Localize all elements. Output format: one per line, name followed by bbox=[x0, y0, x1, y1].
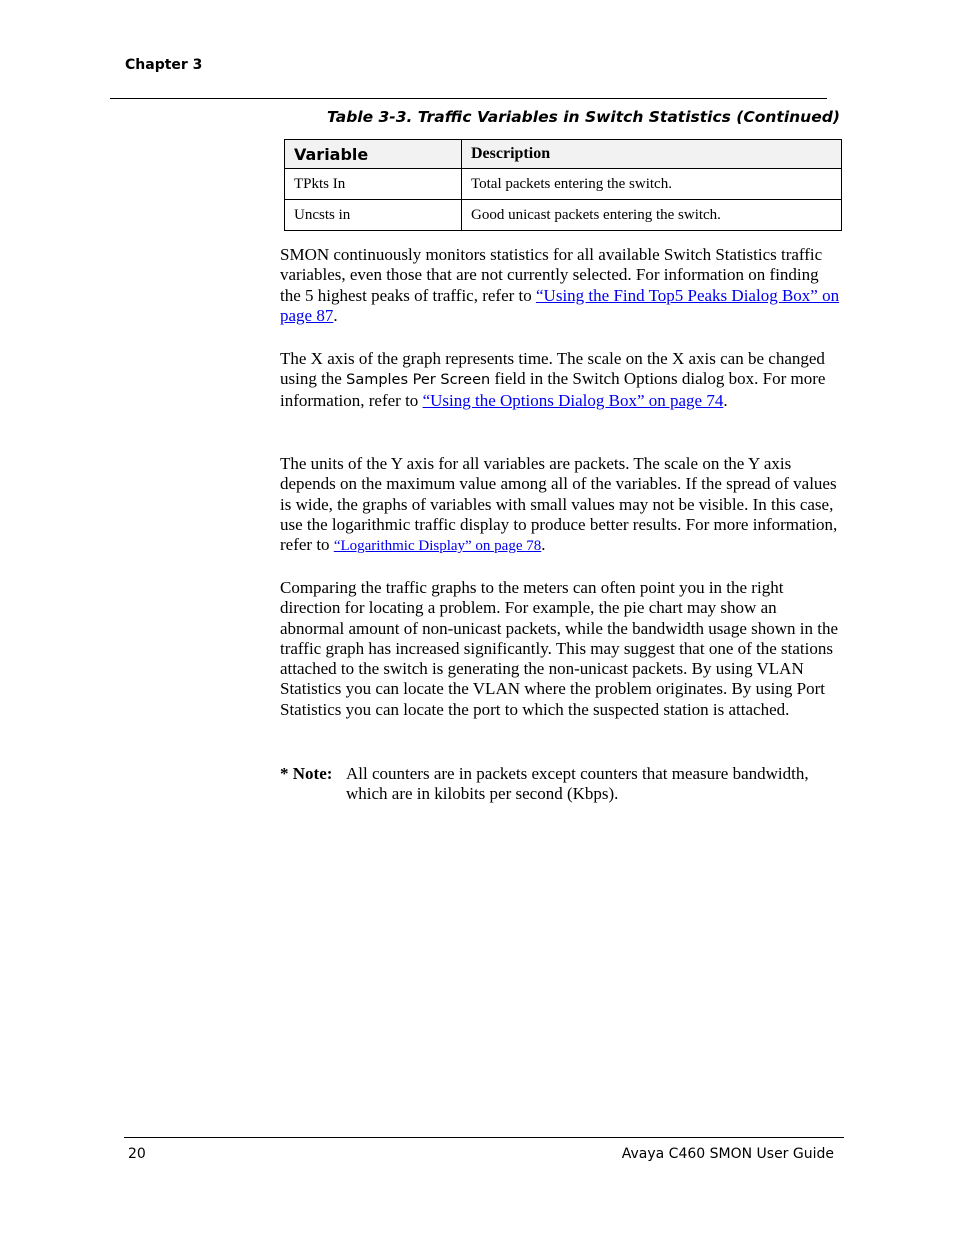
paragraph-text: . bbox=[723, 390, 728, 410]
paragraph-x-axis bbox=[280, 349, 842, 411]
table-header-row bbox=[285, 140, 842, 169]
paragraph-text: SMON continuously monitors statistics for all available Switch Statistics traffic variables, even those that are not currently selected. For information on finding the 5 highest peaks of traffic, refer to bbox=[280, 245, 823, 305]
chapter-heading: Chapter 3 bbox=[125, 57, 203, 73]
table-cell-description: Total packets entering the switch. bbox=[462, 169, 842, 200]
table-cell-variable: Uncsts in bbox=[285, 200, 462, 231]
note-text: All counters are in packets except counters that measure bandwidth, which are in kilobits per second (Kbps). bbox=[346, 764, 809, 804]
table-row bbox=[285, 200, 842, 231]
header-rule bbox=[110, 98, 827, 99]
paragraph-monitoring bbox=[280, 245, 842, 326]
paragraph-comparing-graphs: Comparing the traffic graphs to the meters can often point you in the right direction for locating a problem. For example, the pie chart may show an abnormal amount of non-unicast packets, while the bandwidth usage shown in the traffic graph has increased significantly. This may suggest that one of the stations attached to the switch is generating the non-unicast packets. By using VLAN Statistics you can locate the VLAN where the problem originates. By using Port Statistics you can locate the port to which the suspected station is attached. bbox=[280, 578, 839, 719]
guide-title: Avaya C460 SMON User Guide bbox=[621, 1146, 834, 1162]
column-header-description: Description bbox=[462, 140, 842, 169]
traffic-variables-table bbox=[284, 139, 842, 231]
link-find-top5-peaks[interactable]: “Using the Find Top5 Peaks Dialog Box” on page 87 bbox=[280, 285, 840, 325]
paragraph-text: The units of the Y axis for all variables are packets. The scale on the Y axis depends on the maximum value among all of the variables. If the spread of values is wide, the graphs of variables with small values may not be visible. In this case, use the logarithmic traffic display to produce better results. For more information, refer to bbox=[280, 454, 838, 555]
note-label: * Note: bbox=[280, 764, 333, 783]
footer-rule bbox=[124, 1137, 844, 1138]
paragraph-text: The X axis of the graph represents time. The scale on the X axis can be changed using the bbox=[280, 349, 825, 389]
table-cell-variable: TPkts In bbox=[285, 169, 462, 200]
column-header-variable: Variable bbox=[285, 140, 462, 169]
paragraph-text: . bbox=[541, 535, 546, 555]
table-cell-description: Good unicast packets entering the switch. bbox=[462, 200, 842, 231]
field-name-samples-per-screen: Samples Per Screen bbox=[346, 372, 491, 389]
table-caption: Table 3-3. Traffic Variables in Switch Statistics (Continued) bbox=[327, 108, 840, 126]
note-block bbox=[280, 764, 840, 805]
page-number: 20 bbox=[128, 1146, 146, 1162]
paragraph-y-axis bbox=[280, 454, 842, 556]
link-options-dialog-box[interactable]: “Using the Options Dialog Box” on page 74 bbox=[422, 390, 724, 410]
paragraph-text: . bbox=[333, 305, 338, 325]
paragraph-text: field in the Switch Options dialog box. For more information, refer to bbox=[280, 369, 826, 410]
link-logarithmic-display[interactable]: “Logarithmic Display” on page 78 bbox=[333, 538, 542, 555]
table-row bbox=[285, 169, 842, 200]
